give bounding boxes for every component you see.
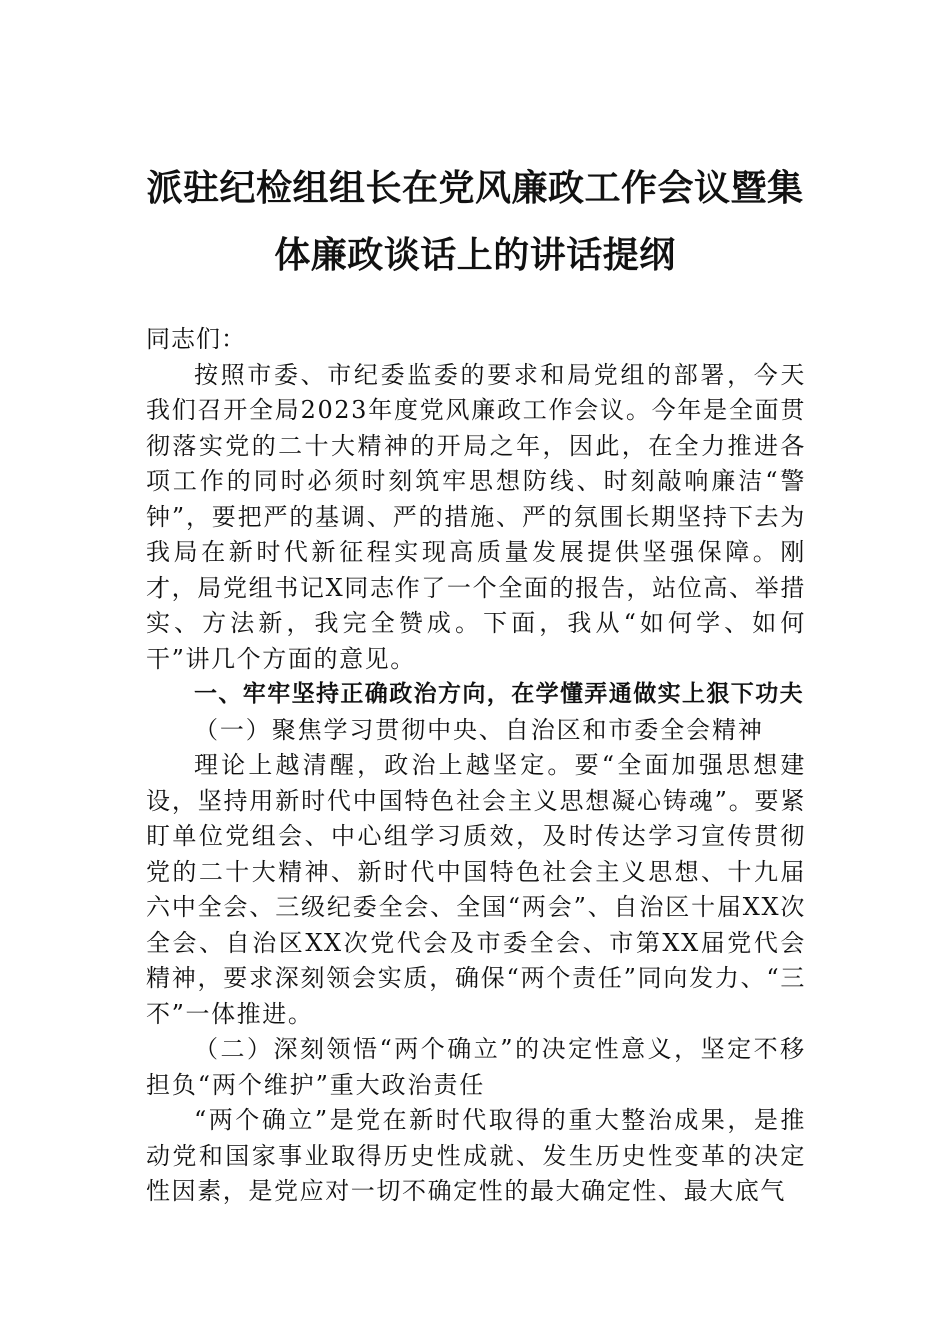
section-heading-1: 一、牢牢坚持正确政治方向，在学懂弄通做实上狠下功夫 xyxy=(194,681,804,707)
document-title-line-1: 派驻纪检组组长在党风廉政工作会议暨集 xyxy=(146,167,804,209)
document-title-line-2: 体廉政谈话上的讲话提纲 xyxy=(274,234,676,276)
subsection-2-paragraph: “两个确立”是党在新时代取得的重大整治成果，是推动党和国家事业取得历史性成就、发生历史性变革的决定性因素，是党应对一切不确定性的最大确定性、最大底气 xyxy=(146,1106,806,1205)
document-body xyxy=(146,322,806,1210)
intro-paragraph: 按照市委、市纪委监委的要求和局党组的部署，今天我们召开全局2023年度党风廉政工作会议。今年是全面贯彻落实党的二十大精神的开局之年，因此，在全力推进各项工作的同时必须时刻筑牢思想防线、时刻敲响廉洁“警钟”，要把严的基调、严的措施、严的氛围长期坚持下去为我局在新时代新征程实现高质量发展提供坚强保障。刚才，局党组书记X同志作了一个全面的报告，站位高、举措实、方法新，我完全赞成。下面，我从“如何学、如何干”讲几个方面的意见。 xyxy=(146,360,806,673)
subsection-1-paragraph: 理论上越清醒，政治上越坚定。要“全面加强思想建设，坚持用新时代中国特色社会主义思想凝心铸魂”。要紧盯单位党组会、中心组学习质效，及时传达学习宣传贯彻党的二十大精神、新时代中国特色社会主义思想、十九届六中全会、三级纪委全会、全国“两会”、自治区十届XX次全会、自治区XX次党代会及市委全会、市第XX届党代会精神，要求深刻领会实质，确保“两个责任”同向发力、“三不”一体推进。 xyxy=(146,751,806,1028)
subsection-heading-1: （一）聚焦学习贯彻中央、自治区和市委全会精神 xyxy=(194,715,764,744)
subsection-heading-2: （二）深刻领悟“两个确立”的决定性意义，坚定不移担负“两个维护”重大政治责任 xyxy=(146,1035,806,1099)
salutation: 同志们： xyxy=(146,325,246,353)
